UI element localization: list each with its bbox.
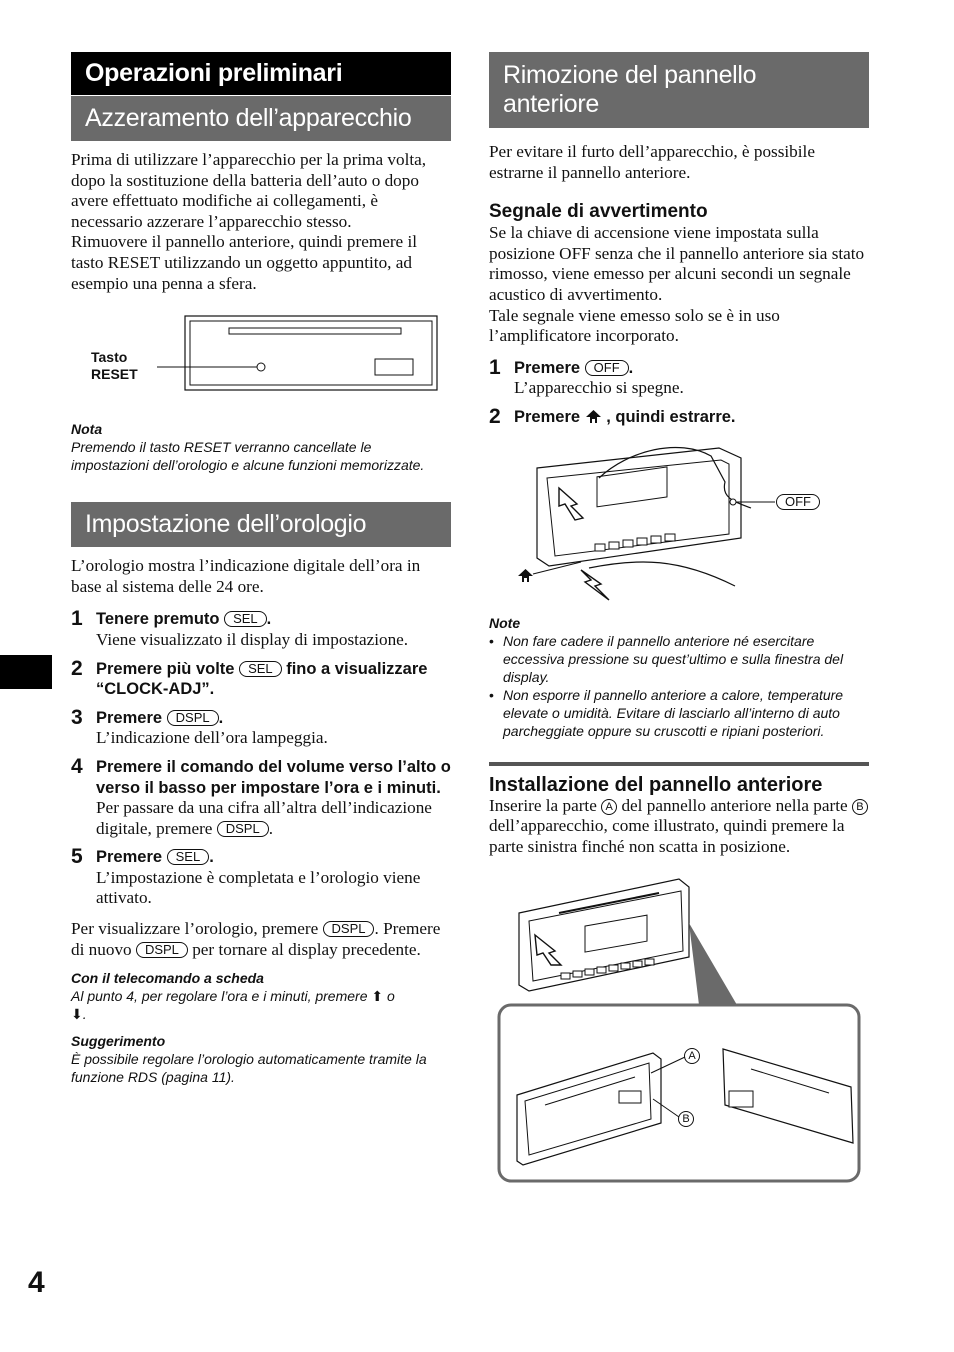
step-title-end: . (209, 848, 214, 867)
removal-illustration (489, 438, 869, 606)
view-text-c: per tornare al display precedente. (187, 939, 421, 959)
warning-heading: Segnale di avvertimento (489, 201, 708, 223)
tip-block (71, 1032, 451, 1086)
panel-install-drawing (489, 873, 869, 1193)
reset-paragraph-1: Prima di utilizzare l’apparecchio per la prima volta, dopo la sostituzione della batteria dell’auto o dopo avere effettuato modifiche ai collegamenti, è necessario azzerare l’apparecchio stesso. (71, 150, 427, 231)
step-title-end: fino a visualizzare “CLOCK-ADJ”. (96, 659, 428, 699)
step-desc: L’impostazione è completata e l’orologio viene attivato. (96, 867, 421, 908)
clock-step-3 (71, 705, 451, 749)
reset-paragraph-2: Rimuovere il pannello anteriore, quindi premere il tasto RESET utilizzando un oggetto appuntito, ad esempio una penna a sfera. (71, 232, 418, 293)
section-title-rimozione (489, 52, 869, 128)
note-item: • Non esporre il pannello anteriore a calore, temperature elevate o umidità. Evitare di lasciarlo all’interno di auto parcheggiate oppure su cruscotti e ripiani posteriori. (489, 686, 869, 740)
remote-block (71, 969, 451, 1023)
step-desc: Per passare da una cifra all’altra dell’indicazione digitale, premere (96, 798, 432, 838)
step-desc: Viene visualizzato il display di impostazione. (96, 629, 409, 649)
install-text-c: dell’apparecchio, come illustrato, quindi premere la parte sinistra finché non scatta in posizione. (489, 816, 845, 856)
left-column (71, 52, 451, 1086)
arrow-up-icon: ⬆ (371, 988, 384, 1005)
step-number: 2 (489, 404, 501, 428)
install-illustration (489, 873, 869, 1193)
step-desc: L’apparecchio si spegne. (514, 378, 684, 398)
section-title-line1: Rimozione del pannello (503, 61, 757, 89)
nota-block (71, 420, 451, 474)
install-text-b: del pannello anteriore nella parte (617, 795, 852, 815)
clock-step-5 (71, 847, 451, 909)
remote-text-b: o (383, 988, 395, 1005)
dspl-key: DSPL (167, 710, 219, 726)
clock-step-2 (71, 656, 451, 700)
reset-illustration (71, 304, 451, 416)
step-title: Tenere premuto (96, 610, 225, 629)
right-column (489, 52, 869, 1193)
step-title: Premere (96, 848, 167, 867)
part-b-marker: B (852, 799, 868, 815)
section-thumb-tab (0, 655, 52, 689)
section-title-operazioni: Operazioni preliminari (71, 52, 451, 95)
sel-key: SEL (239, 661, 282, 677)
sel-key: SEL (224, 611, 267, 627)
step-title: Premere (514, 358, 585, 377)
note-item: • Non fare cadere il pannello anteriore né esercitare eccessiva pressione su quest’ultimo e sulla finestra del display. (489, 632, 869, 686)
remote-text-c: . (82, 1006, 87, 1023)
step-title: Premere (514, 407, 585, 426)
dspl-key: DSPL (217, 821, 269, 837)
sel-key: SEL (167, 849, 210, 865)
section-rule (489, 762, 869, 766)
step-title: Premere il comando del volume verso l’alto o verso il basso per impostare l’ora e i minuti. (96, 757, 451, 797)
tip-text: È possibile regolare l’orologio automaticamente tramite la funzione RDS (pagina 11). (71, 1051, 427, 1086)
step-title-end: . (266, 610, 272, 629)
diagram-label-a: A (684, 1048, 700, 1064)
arrow-down-icon: ⬇ (71, 1006, 83, 1023)
step-desc-end: . (268, 818, 273, 838)
step-number: 1 (71, 607, 83, 631)
nota-title: Nota (71, 421, 103, 438)
removal-step-2 (489, 404, 869, 428)
step-title: Premere più volte (96, 659, 240, 678)
install-heading: Installazione del pannello anteriore (489, 773, 823, 796)
part-a-marker: A (601, 799, 617, 815)
notes-list (489, 632, 869, 740)
dspl-key: DSPL (323, 921, 375, 937)
clock-step-4 (71, 754, 451, 839)
page-number: 4 (28, 1266, 45, 1299)
reset-callout-label (91, 349, 138, 383)
nota-text: Premendo il tasto RESET verranno cancellate le impostazioni dell’orologio e alcune funzioni memorizzate. (71, 439, 425, 474)
notes-block (489, 614, 869, 740)
off-key: OFF (585, 360, 629, 376)
warning-paragraph-2: Tale segnale viene emesso solo se è in uso l’amplificatore incorporato. (489, 305, 780, 346)
step-title-end: , quindi estrarre. (606, 407, 736, 426)
step-number: 2 (71, 656, 83, 680)
dspl-key: DSPL (136, 942, 188, 958)
tip-title: Suggerimento (71, 1033, 166, 1050)
release-icon (585, 408, 607, 426)
step-title-end: . (628, 358, 634, 377)
removal-intro: Per evitare il furto dell’apparecchio, è possibile estrarne il pannello anteriore. (489, 142, 815, 182)
remote-title: Con il telecomando a scheda (71, 970, 264, 987)
step-title-end: . (218, 708, 224, 727)
clock-step-1 (71, 609, 451, 650)
view-clock-paragraph (71, 919, 451, 960)
step-title: Premere (96, 708, 167, 727)
remote-text-a: Al punto 4, per regolare l’ora e i minuti, premere (71, 988, 372, 1005)
view-text-b: . Premere di nuovo (71, 919, 441, 959)
removal-step-1 (489, 355, 869, 399)
step-number: 3 (71, 705, 83, 729)
view-text-a: Per visualizzare l’orologio, premere (71, 919, 323, 939)
reset-label-line2: RESET (91, 366, 138, 383)
panel-removal-drawing (489, 438, 869, 606)
diagram-label-b: B (678, 1111, 694, 1127)
section-title-orologio: Impostazione dell’orologio (71, 502, 451, 547)
reset-label-line1: Tasto (91, 349, 128, 366)
install-paragraph (489, 796, 869, 858)
step-desc: L’indicazione dell’ora lampeggia. (96, 728, 328, 748)
step-number: 4 (71, 754, 83, 778)
step-number: 1 (489, 355, 501, 379)
install-text-a: Inserire la parte (489, 795, 602, 815)
section-subtitle-azzeramento: Azzeramento dell’apparecchio (71, 96, 451, 141)
step-number: 5 (71, 845, 83, 869)
off-callout: OFF (776, 494, 820, 510)
release-icon (517, 568, 534, 588)
clock-intro: L’orologio mostra l’indicazione digitale dell’ora in base al sistema delle 24 ore. (71, 556, 421, 596)
section-title-line2: anteriore (503, 90, 599, 118)
warning-paragraph-1: Se la chiave di accensione viene impostata sulla posizione OFF senza che il pannello anteriore sia stato rimosso, viene emesso per alcuni secondi un segnale acustico di avvertimento. (489, 223, 865, 304)
notes-title: Note (489, 614, 521, 631)
